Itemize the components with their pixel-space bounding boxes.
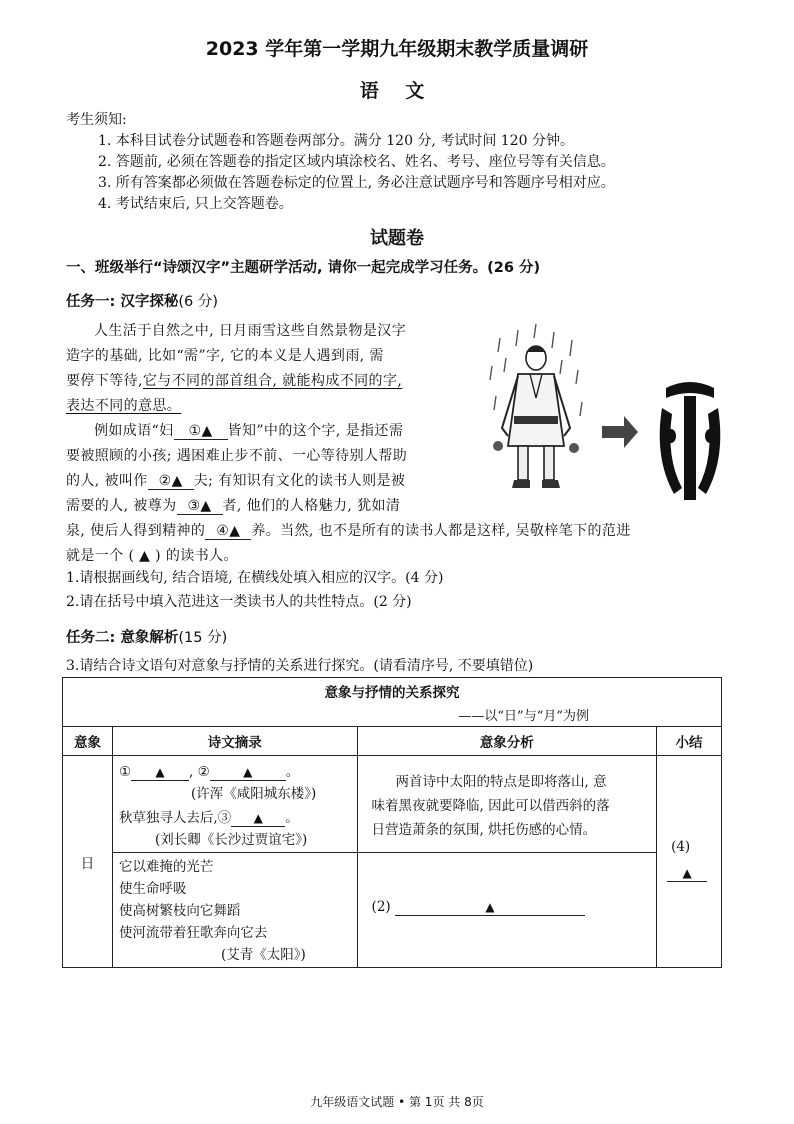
right-arrow-icon (602, 416, 638, 448)
task-one-score: (6 分) (178, 294, 219, 310)
passage-line (66, 370, 402, 390)
triangle-mark: ▲ (485, 900, 495, 914)
poem-blank-3 (231, 810, 285, 827)
analysis-line: 两首诗中太阳的特点是即将落山, 意 (395, 774, 607, 790)
blank-label: ② (197, 764, 210, 780)
blank-1: ①▲ (174, 423, 228, 440)
analysis-line: 日营造萧条的氛围, 烘托伤感的心情。 (371, 822, 597, 838)
task-two-label: 任务二: 意象解析 (66, 630, 179, 646)
passage-line (94, 420, 403, 440)
passage-text: 皆知”中的这个字, 是指还需 (227, 423, 404, 439)
summary-label: (4) (671, 838, 691, 855)
underlined-sentence: 它与不同的部首组合, 就能构成不同的字, (142, 373, 403, 389)
passage-line: 就是一个 ( ▲ ) 的读书人。 (66, 548, 238, 564)
poem-line: 秋草独寻人去后,③ ▲ 。 (118, 810, 299, 826)
passage-text: 养。当然, 也不是所有的读书人都是这样, 吴敬梓笔下的范进 (251, 523, 631, 539)
passage-text: 者, 他们的人格魅力, 犹如清 (222, 498, 401, 514)
blank-label: ① (118, 764, 132, 780)
table-subcaption: ——以“日”与“月”为例 (458, 708, 589, 724)
poem-blank-1 (131, 764, 189, 781)
triangle-mark: ▲ (243, 765, 253, 779)
header-cell: 意象分析 (357, 727, 657, 756)
summary-cell (657, 756, 722, 968)
passage-text: 泉, 使后人得到精神的 (66, 523, 206, 539)
poem-line: 它以难掩的光芒 (118, 859, 214, 875)
analysis-cell (357, 853, 657, 968)
header-cell: 小结 (657, 727, 722, 756)
passage-line (66, 495, 400, 515)
blank-3: ③▲ (177, 498, 223, 515)
passage-text: 要停下等待, (66, 373, 143, 389)
page-footer: 九年级语文试题 • 第 1页 共 8页 (310, 1095, 484, 1109)
passage-line: 要被照顾的小孩; 遇困难止步不前、一心等待别人帮助 (66, 448, 408, 464)
triangle-mark: ▲ (155, 765, 165, 779)
ancient-character-glyph (660, 382, 721, 500)
passage-text: 需要的人, 被尊为 (66, 498, 177, 514)
notice-item: 1. 本科目试卷分试题卷和答题卷两部分。满分 120 分, 考试时间 120 分钟。 (98, 133, 574, 149)
passage-text: 的人, 被叫作 (66, 473, 148, 489)
blank-2: ②▲ (148, 473, 194, 490)
poem-source: (艾青《太阳》) (220, 947, 306, 963)
passage-line (66, 470, 405, 490)
poem-source: (许浑《咸阳城东楼》) (190, 786, 317, 802)
task-two-score: (15 分) (178, 630, 228, 646)
triangle-mark: ▲ (253, 811, 263, 825)
poem-excerpt-cell (112, 756, 357, 853)
section-one-heading: 一、班级举行“诗颂汉字”主题研学活动, 请你一起完成学习任务。(26 分) (66, 260, 541, 276)
imagery-label-cell (63, 756, 113, 968)
question-3: 3.请结合诗文语句对意象与抒情的关系进行探究。(请看清序号, 不要填错位) (66, 658, 534, 674)
man-in-rain-icon (490, 324, 582, 488)
table-caption: 意象与抒情的关系探究 (324, 684, 460, 701)
analysis-cell (357, 756, 657, 853)
subject-title: 语 文 (359, 80, 435, 102)
notice-item: 4. 考试结束后, 只上交答题卷。 (98, 196, 293, 212)
poem-excerpt-cell (112, 853, 357, 968)
poem-source: (刘长卿《长沙过贾谊宅》) (154, 832, 308, 848)
blank-label: ③ (217, 810, 232, 826)
table-caption-cell (63, 678, 722, 727)
poem-line: 使生命呼吸 (118, 881, 187, 897)
underlined-sentence: 表达不同的意思。 (66, 398, 182, 414)
question-2: 2.请在括号中填入范进这一类读书人的共性特点。(2 分) (66, 594, 412, 610)
exam-title: 2023 学年第一学期九年级期末教学质量调研 (205, 38, 589, 60)
passage-text: 夫; 有知识有文化的读书人则是被 (193, 473, 406, 489)
task-one-heading (66, 290, 218, 311)
illustration (478, 318, 734, 514)
poem-line: 使高树繁枝向它舞蹈 (118, 903, 241, 919)
passage-text: 例如成语“妇 (94, 423, 174, 439)
summary-blank (667, 865, 707, 882)
poem-line: 使河流带着狂歌奔向它去 (118, 925, 268, 941)
poem-blank-2 (210, 764, 286, 781)
question-1: 1.请根据画线句, 结合语境, 在横线处填入相应的汉字。(4 分) (66, 570, 444, 586)
notice-heading: 考生须知: (66, 112, 127, 128)
passage-line (66, 520, 631, 540)
analysis-line: 味着黑夜就要降临, 因此可以借西斜的落 (371, 798, 610, 814)
analysis-blank (372, 899, 585, 916)
task-two-heading (66, 626, 227, 647)
poem-text: 秋草独寻人去后, (118, 810, 218, 826)
header-cell: 诗文摘录 (112, 727, 357, 756)
imagery-label: 日 (80, 855, 95, 872)
notice-item: 2. 答题前, 必须在答题卷的指定区域内填涂校名、姓名、考号、座位号等有关信息。 (98, 154, 615, 170)
imagery-table (62, 677, 722, 968)
header-cell: 意象 (63, 727, 113, 756)
triangle-mark: ▲ (682, 865, 692, 880)
notice-item: 3. 所有答案都必须做在答题卷标定的位置上, 务必注意试题序号和答题序号相对应。 (98, 175, 615, 191)
poem-line: ① ▲ , ② ▲ 。 (118, 764, 300, 780)
passage-line: 人生活于自然之中, 日月雨雪这些自然景物是汉字 (94, 323, 407, 339)
passage-line: 造字的基础, 比如“需”字, 它的本义是人遇到雨, 需 (66, 348, 384, 364)
paper-title: 试题卷 (370, 228, 424, 249)
blank-4: ④▲ (205, 523, 251, 540)
task-one-label: 任务一: 汉字探秘 (66, 294, 179, 310)
blank-label: (2) (371, 899, 391, 915)
